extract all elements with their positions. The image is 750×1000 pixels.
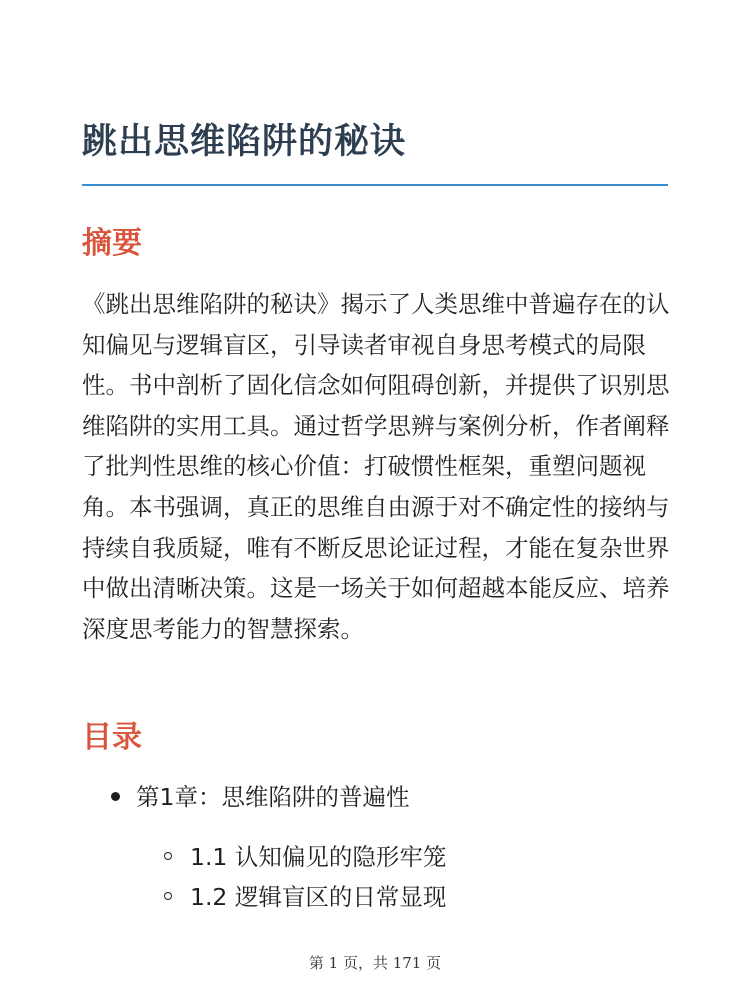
toc-chapter-item[interactable] <box>0 776 750 820</box>
title-divider <box>82 184 668 186</box>
toc-spacer <box>0 820 750 838</box>
hollow-bullet-icon <box>164 892 172 900</box>
abstract-heading: 摘要 <box>82 226 142 261</box>
toc-list <box>0 776 750 918</box>
page-number: 第 1 页，共 171 页 <box>308 954 442 972</box>
toc-section-label: 1.2 逻辑盲区的日常显现 <box>190 883 447 911</box>
bullet-icon <box>111 792 120 801</box>
toc-chapter-label: 第1章：思维陷阱的普遍性 <box>136 783 410 811</box>
toc-heading: 目录 <box>82 720 142 755</box>
toc-section-item[interactable] <box>0 878 750 918</box>
toc-section-label: 1.1 认知偏见的隐形牢笼 <box>190 843 447 871</box>
hollow-bullet-icon <box>164 852 172 860</box>
toc-section-item[interactable] <box>0 838 750 878</box>
abstract-text: 《跳出思维陷阱的秘诀》揭示了人类思维中普遍存在的认知偏见与逻辑盲区，引导读者审视自身思考模式的局限性。书中剖析了固化信念如何阻碍创新，并提供了识别思维陷阱的实用工具。通过哲学思辨与案例分析，作者阐释了批判性思维的核心价值：打破惯性框架，重塑问题视角。本书强调，真正的思维自由源于对不确定性的接纳与持续自我质疑，唯有不断反思论证过程，才能在复杂世界中做出清晰决策。这是一场关于如何超越本能反应、培养深度思考能力的智慧探索。 <box>82 290 670 643</box>
document-title: 跳出思维陷阱的秘诀 <box>82 122 407 162</box>
